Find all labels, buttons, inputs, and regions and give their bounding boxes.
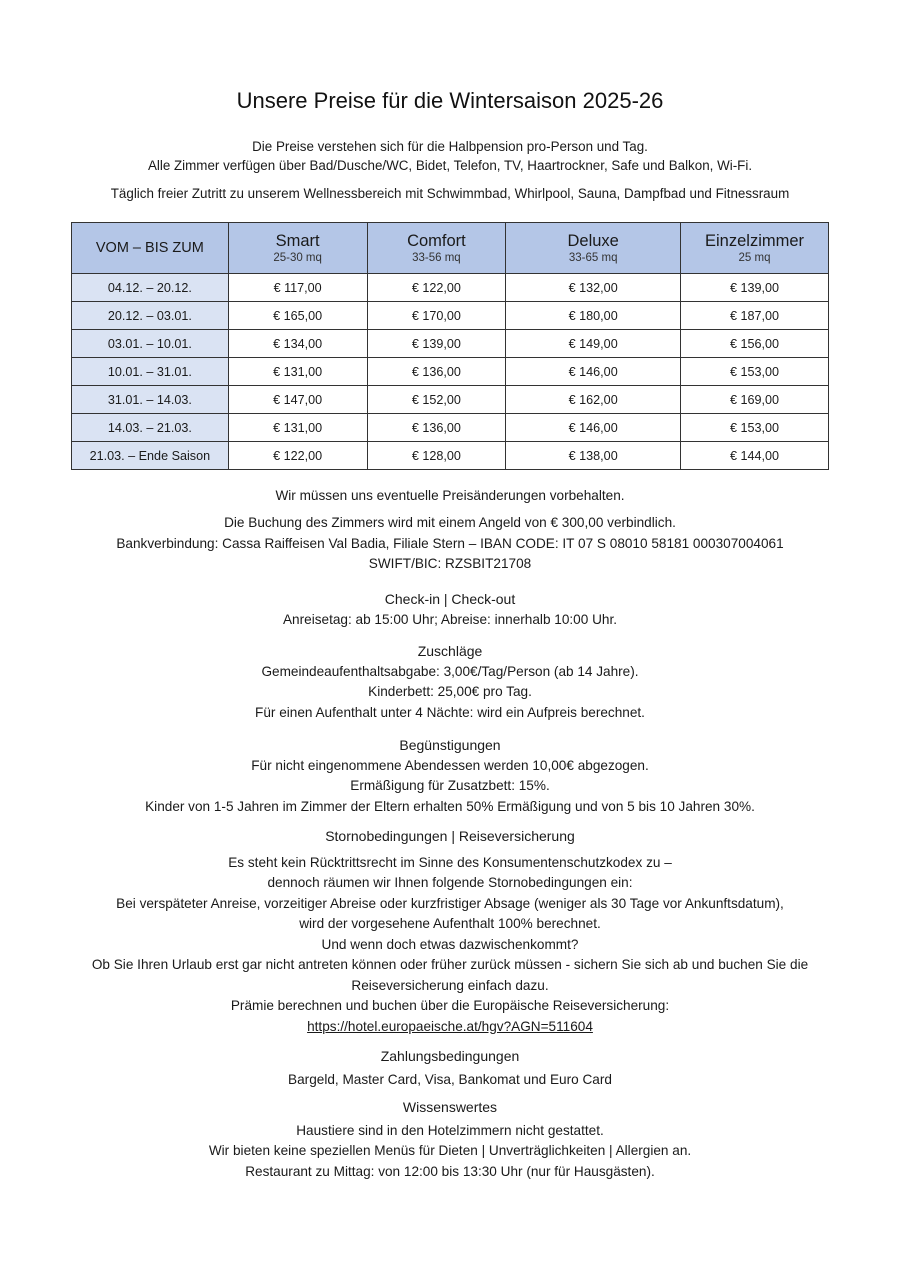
table-row (72, 358, 829, 386)
section-line: Anreisetag: ab 15:00 Uhr; Abreise: innerhalb 10:00 Uhr. (282, 611, 617, 627)
price-cell: € 138,00 (506, 442, 681, 470)
price-cell: € 128,00 (367, 442, 506, 470)
room-size: 33-56 mq (412, 252, 461, 264)
section-line: Ermäßigung für Zusatzbett: 15%. (350, 778, 550, 793)
table-row (72, 330, 829, 358)
intro-line: Alle Zimmer verfügen über Bad/Dusche/WC, Bidet, Telefon, TV, Haartrockner, Safe und Balkon, Wi-Fi. (147, 158, 753, 173)
section-line: Gemeindeaufenthaltsabgabe: 3,00€/Tag/Person (ab 14 Jahre). (261, 663, 639, 679)
price-cell: € 146,00 (506, 358, 681, 386)
insurance-link[interactable]: https://hotel.europaeische.at/hgv?AGN=511604 (307, 1018, 593, 1034)
price-cell: € 152,00 (367, 386, 506, 414)
price-cell: € 144,00 (681, 442, 829, 470)
intro-wellness: Täglich freier Zutritt zu unserem Wellnessbereich mit Schwimmbad, Whirlpool, Sauna, Dampfbad und Fitnessraum (110, 186, 790, 201)
section-line: Für einen Aufenthalt unter 4 Nächte: wird ein Aufpreis berechnet. (255, 704, 645, 720)
room-header-deluxe (506, 223, 681, 274)
table-row (72, 302, 829, 330)
table-header-row (72, 223, 829, 274)
price-cell: € 139,00 (681, 274, 829, 302)
section-heading: Stornobedingungen | Reiseversicherung (325, 828, 575, 844)
price-cell: € 136,00 (367, 358, 506, 386)
section-checkin (0, 589, 900, 630)
price-cell: € 134,00 (228, 330, 367, 358)
section-line: Es steht kein Rücktrittsrecht im Sinne des Konsumentenschutzkodex zu – (228, 854, 672, 870)
table-row (72, 442, 829, 470)
price-cell: € 131,00 (228, 414, 367, 442)
price-change-note (0, 486, 900, 507)
room-name: Smart (275, 232, 320, 250)
section-line: Haustiere sind in den Hotelzimmern nicht gestattet. (296, 1122, 604, 1138)
table-row (72, 386, 829, 414)
price-cell: € 180,00 (506, 302, 681, 330)
period-cell: 21.03. – Ende Saison (72, 442, 229, 470)
price-cell: € 153,00 (681, 358, 829, 386)
room-header-einzelzimmer (681, 223, 829, 274)
room-header-comfort (367, 223, 506, 274)
period-cell: 14.03. – 21.03. (72, 414, 229, 442)
price-cell: € 162,00 (506, 386, 681, 414)
period-header: VOM – BIS ZUM (72, 223, 229, 274)
section-heading: Begünstigungen (399, 737, 501, 753)
room-size: 25 mq (738, 252, 771, 264)
period-cell: 03.01. – 10.01. (72, 330, 229, 358)
section-line: Prämie berechnen und buchen über die Europäische Reiseversicherung: (230, 998, 670, 1013)
price-cell: € 132,00 (506, 274, 681, 302)
price-cell: € 131,00 (228, 358, 367, 386)
section-line: Wir bieten keine speziellen Menüs für Dieten | Unverträglichkeiten | Allergien an. (208, 1143, 692, 1158)
price-cell: € 187,00 (681, 302, 829, 330)
price-cell: € 136,00 (367, 414, 506, 442)
swift-text: SWIFT/BIC: RZSBIT21708 (368, 556, 532, 571)
room-header-smart (228, 223, 367, 274)
note-text: Wir müssen uns eventuelle Preisänderungen vorbehalten. (275, 488, 625, 503)
section-line: Kinder von 1-5 Jahren im Zimmer der Eltern erhalten 50% Ermäßigung und von 5 bis 10 Jahren 30%. (145, 798, 755, 814)
section-surcharges (0, 641, 900, 723)
period-cell: 10.01. – 31.01. (72, 358, 229, 386)
section-heading: Wissenswertes (402, 1099, 498, 1115)
price-cell: € 156,00 (681, 330, 829, 358)
price-table (71, 222, 829, 470)
section-line: dennoch räumen wir Ihnen folgende Stornobedingungen ein: (267, 875, 633, 890)
price-cell: € 122,00 (367, 274, 506, 302)
page-title: Unsere Preise für die Wintersaison 2025-26 (236, 88, 664, 113)
period-cell: 20.12. – 03.01. (72, 302, 229, 330)
room-name: Deluxe (567, 232, 619, 250)
room-size: 25-30 mq (273, 252, 322, 264)
price-cell: € 169,00 (681, 386, 829, 414)
section-line: Für nicht eingenommene Abendessen werden 10,00€ abgezogen. (251, 757, 649, 773)
table-row (72, 274, 829, 302)
price-cell: € 146,00 (506, 414, 681, 442)
section-heading: Zahlungsbedingungen (380, 1048, 520, 1064)
room-size: 33-65 mq (568, 252, 618, 264)
section-line: Kinderbett: 25,00€ pro Tag. (368, 684, 532, 699)
bank-text: Bankverbindung: Cassa Raiffeisen Val Badia, Filiale Stern – IBAN CODE: IT 07 S 08010 58181 000307004061 (116, 535, 784, 551)
room-name: Einzelzimmer (705, 232, 805, 250)
table-row (72, 414, 829, 442)
intro-line: Die Preise verstehen sich für die Halbpension pro-Person und Tag. (252, 139, 648, 154)
price-cell: € 122,00 (228, 442, 367, 470)
price-cell: € 165,00 (228, 302, 367, 330)
section-line: Reiseversicherung einfach dazu. (351, 977, 549, 993)
price-cell: € 153,00 (681, 414, 829, 442)
section-line: Restaurant zu Mittag: von 12:00 bis 13:30 Uhr (nur für Hausgästen). (245, 1163, 655, 1179)
section-line: Bargeld, Master Card, Visa, Bankomat und Euro Card (288, 1071, 612, 1087)
period-cell: 04.12. – 20.12. (72, 274, 229, 302)
price-cell: € 147,00 (228, 386, 367, 414)
section-line: Und wenn doch etwas dazwischenkommt? (321, 936, 579, 952)
price-cell: € 149,00 (506, 330, 681, 358)
period-cell: 31.01. – 14.03. (72, 386, 229, 414)
section-heading: Zuschläge (417, 643, 483, 659)
price-cell: € 139,00 (367, 330, 506, 358)
room-name: Comfort (407, 232, 466, 250)
intro-text (0, 137, 900, 175)
section-cancellation (0, 826, 900, 1037)
section-line: Bei verspäteter Anreise, vorzeitiger Abreise oder kurzfristiger Absage (weniger als 30 Tage vor Ankunftsdatum), (116, 895, 784, 911)
section-line: wird der vorgesehene Aufenthalt 100% berechnet. (299, 916, 601, 931)
price-cell: € 117,00 (228, 274, 367, 302)
section-line: Ob Sie Ihren Urlaub erst gar nicht antreten können oder früher zurück müssen - sichern Sie sich ab und buchen Sie die (91, 957, 809, 972)
section-heading: Check-in | Check-out (384, 591, 516, 607)
section-payment (0, 1046, 900, 1090)
section-discounts (0, 735, 900, 817)
deposit-text: Die Buchung des Zimmers wird mit einem Angeld von € 300,00 verbindlich. (224, 515, 676, 530)
price-cell: € 170,00 (367, 302, 506, 330)
deposit-bank-block (0, 513, 900, 575)
section-info (0, 1097, 900, 1182)
